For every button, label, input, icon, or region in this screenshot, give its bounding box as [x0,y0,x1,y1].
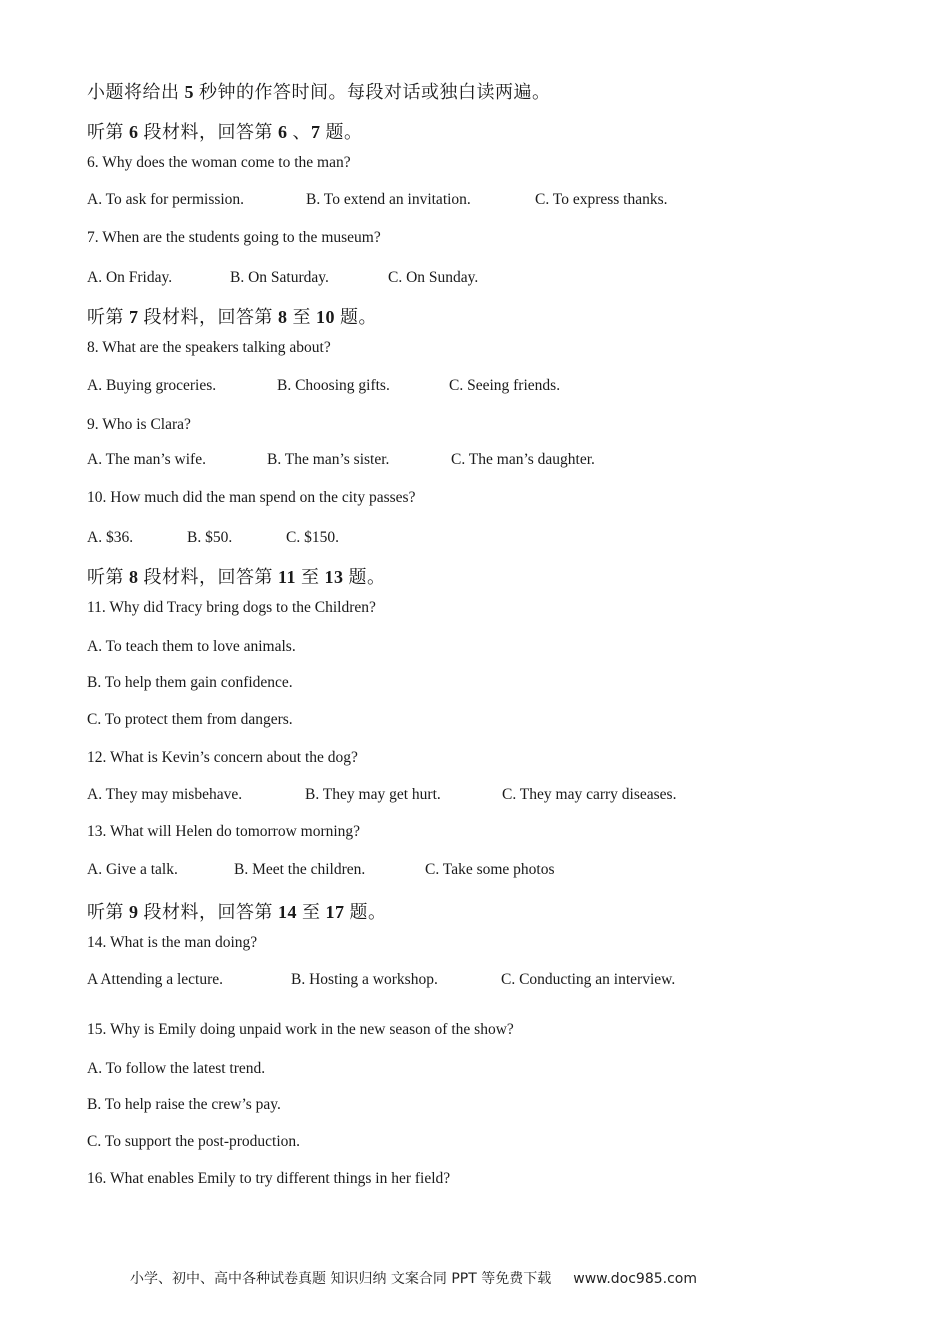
options-13 [87,861,555,879]
option-a: A. $36. [87,529,134,546]
section-heading-9: 听第 9 段材料，回答第 14 至 17 题。 [87,902,387,922]
option-a: A. To ask for permission. [87,191,245,208]
option-a: A Attending a lecture. [87,971,224,988]
options-14 [87,971,675,989]
option-b: B. To extend an invitation. [306,191,471,208]
option-c: C. Conducting an interview. [501,971,676,988]
footer-site-link[interactable]: www.doc985.com [573,1271,697,1287]
option-11a: A. To teach them to love animals. [87,638,296,655]
section-heading-6: 听第 6 段材料，回答第 6 、7 题。 [87,122,363,142]
question-14: 14. What is the man doing? [87,934,258,951]
option-c: C. On Sunday. [388,269,479,286]
question-15: 15. Why is Emily doing unpaid work in the new season of the show? [87,1021,514,1038]
question-9: 9. Who is Clara? [87,416,191,433]
option-b: B. On Saturday. [230,269,329,286]
question-11: 11. Why did Tracy bring dogs to the Children? [87,599,376,616]
option-c: C. To express thanks. [535,191,668,208]
option-15b: B. To help raise the crew’s pay. [87,1096,281,1113]
question-10: 10. How much did the man spend on the city passes? [87,489,416,506]
option-a: A. On Friday. [87,269,173,286]
question-8: 8. What are the speakers talking about? [87,339,331,356]
option-a: A. The man’s wife. [87,451,206,468]
option-b: B. Choosing gifts. [277,377,390,394]
option-b: B. Meet the children. [234,861,366,878]
question-13: 13. What will Helen do tomorrow morning? [87,823,361,840]
options-10 [87,529,339,547]
section-heading-8: 听第 8 段材料，回答第 11 至 13 题。 [87,567,386,587]
option-15a: A. To follow the latest trend. [87,1060,266,1077]
question-12: 12. What is Kevin’s concern about the dog? [87,749,358,766]
option-c: C. Take some photos [425,861,555,878]
option-a: A. They may misbehave. [87,786,243,803]
option-a: A. Give a talk. [87,861,178,878]
option-c: C. The man’s daughter. [451,451,595,468]
options-9 [87,451,595,469]
option-c: C. Seeing friends. [449,377,561,394]
option-b: B. Hosting a workshop. [291,971,438,988]
question-7: 7. When are the students going to the museum? [87,229,381,246]
question-16: 16. What enables Emily to try different things in her field? [87,1170,451,1187]
page-footer [130,1268,697,1288]
options-6 [87,191,668,209]
options-8 [87,377,560,395]
option-b: B. $50. [187,529,233,546]
section-heading-7: 听第 7 段材料，回答第 8 至 10 题。 [87,307,377,327]
option-c: C. $150. [286,529,339,546]
options-7 [87,269,478,287]
option-b: B. The man’s sister. [267,451,390,468]
option-11c: C. To protect them from dangers. [87,711,293,728]
option-a: A. Buying groceries. [87,377,217,394]
option-c: C. They may carry diseases. [502,786,677,803]
option-11b: B. To help them gain confidence. [87,674,293,691]
option-b: B. They may get hurt. [305,786,441,803]
intro-line: 小题将给出 5 秒钟的作答时间。每段对话或独白读两遍。 [87,82,551,102]
options-12 [87,786,676,804]
question-6: 6. Why does the woman come to the man? [87,154,351,171]
option-15c: C. To support the post-production. [87,1133,301,1150]
footer-text: 小学、初中、高中各种试卷真题 知识归纳 文案合同 PPT 等免费下载 [130,1271,552,1287]
